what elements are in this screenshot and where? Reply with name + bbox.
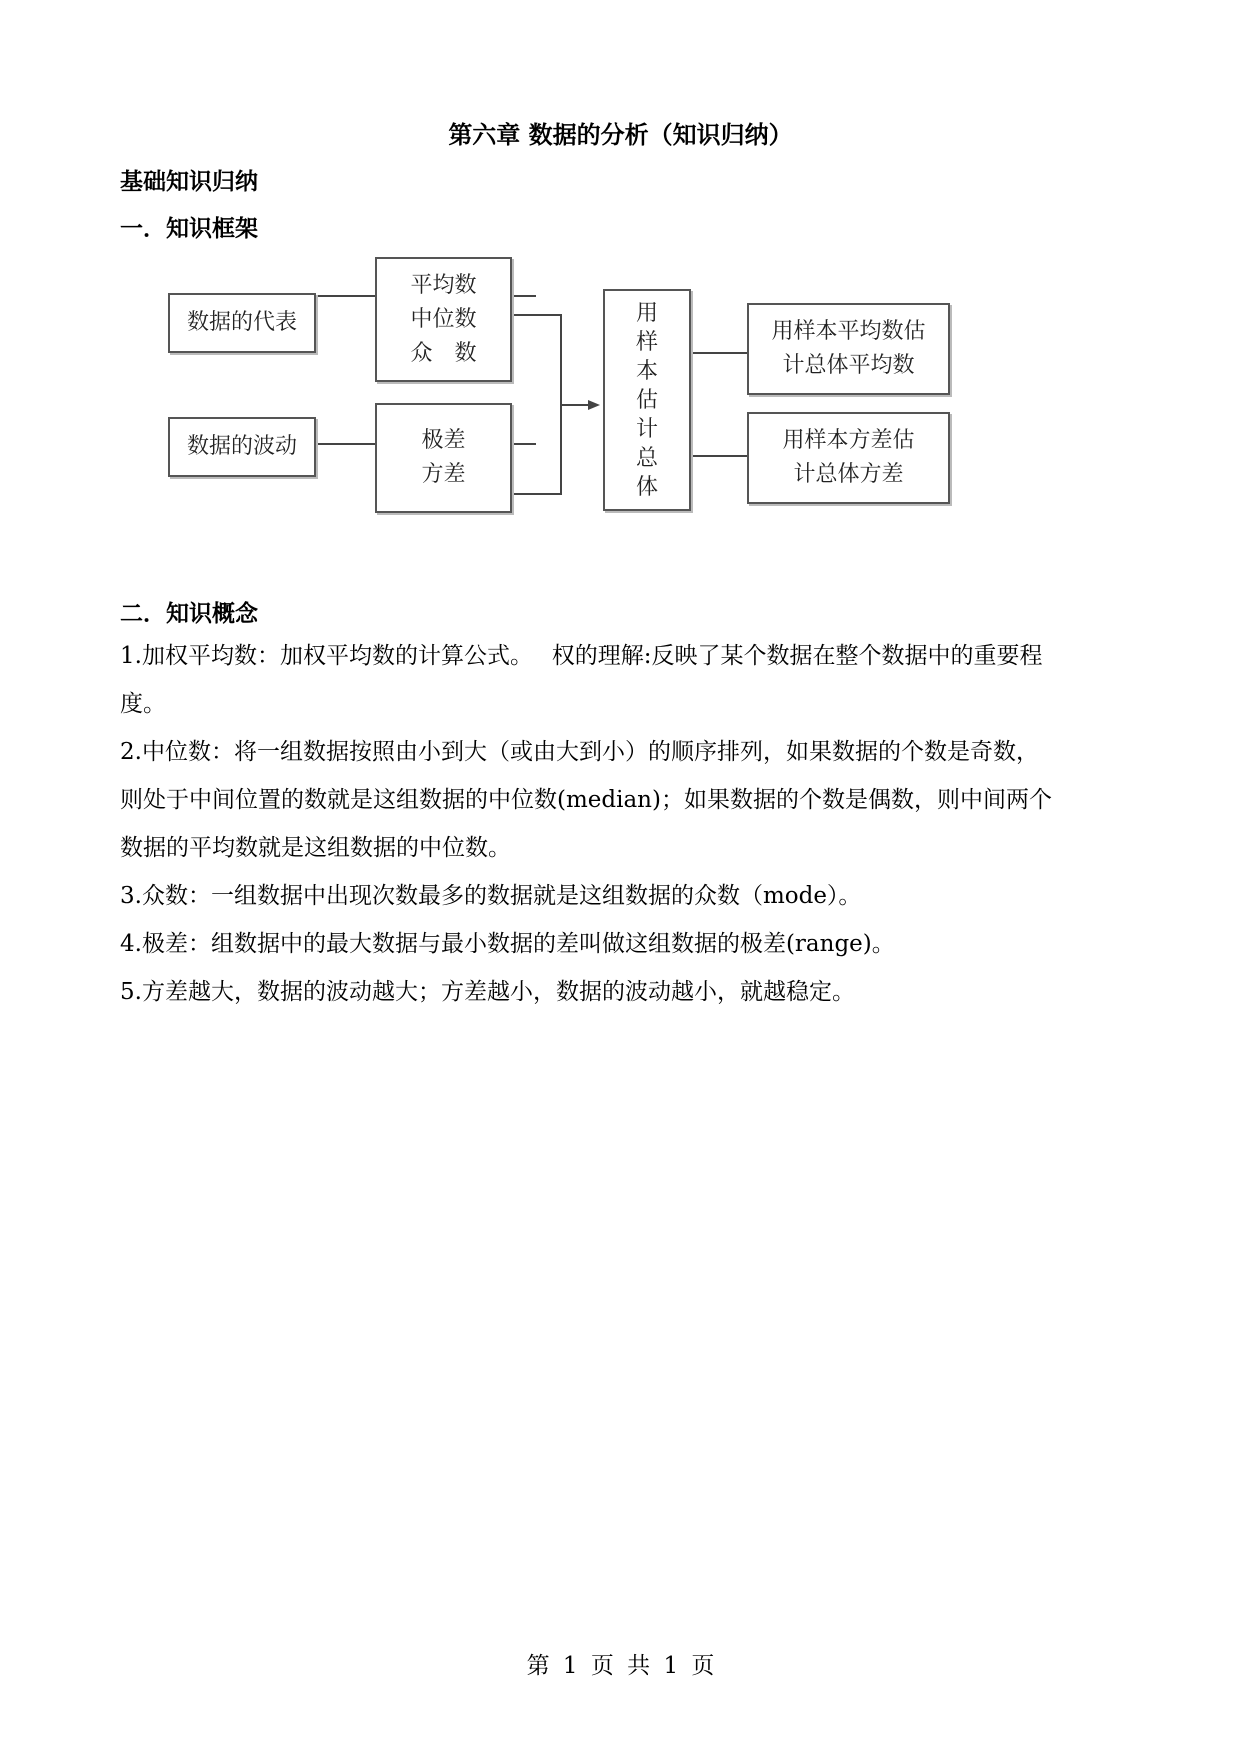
- page-title: 第六章 数据的分析（知识归纳）: [448, 121, 793, 149]
- box-label: 数据的代表: [186, 310, 297, 335]
- connector-line: [560, 404, 590, 406]
- box-sample-estimate-population: [603, 289, 691, 511]
- concept-mode: 3.众数：一组数据中出现次数最多的数据就是这组数据的众数（mode）。: [120, 883, 862, 909]
- box-label: 总: [635, 445, 658, 471]
- box-label: 体: [635, 474, 658, 500]
- box-spread-measures: [375, 403, 512, 513]
- arrow-head-icon: [588, 400, 600, 410]
- concept-weighted-mean-line-1: 1.加权平均数：加权平均数的计算公式。 权的理解:反映了某个数据在整个数据中的重要程: [120, 643, 1043, 669]
- box-label: 估: [635, 387, 658, 413]
- section-heading-basic: 基础知识归纳: [120, 169, 258, 195]
- concept-median-line-1: 2.中位数：将一组数据按照由小到大（或由大到小）的顺序排列，如果数据的个数是奇数，: [120, 739, 1039, 765]
- box-label: 用样本方差估: [782, 428, 915, 453]
- box-label: 计总体方差: [793, 462, 904, 487]
- box-label: 用: [635, 300, 658, 326]
- box-label: 计: [635, 416, 658, 442]
- box-label: 平均数: [410, 272, 477, 298]
- section-heading-concepts: 二．知识概念: [120, 601, 258, 627]
- box-data-fluctuation: [168, 417, 316, 477]
- concept-range: 4.极差：组数据中的最大数据与最小数据的差叫做这组数据的极差(range)。: [120, 931, 895, 957]
- box-label: 方差: [421, 462, 466, 487]
- concept-median-line-2: 则处于中间位置的数就是这组数据的中位数(median)；如果数据的个数是偶数，则中间两个: [120, 787, 1052, 813]
- box-label: 极差: [421, 428, 466, 453]
- box-label: 计总体平均数: [782, 353, 915, 378]
- concept-variance: 5.方差越大，数据的波动越大；方差越小，数据的波动越小，就越稳定。: [120, 979, 855, 1005]
- box-label: 本: [635, 358, 658, 384]
- box-central-measures: [375, 257, 512, 382]
- box-label: 众 数: [410, 340, 477, 366]
- knowledge-framework-diagram: [160, 265, 960, 545]
- box-label: 样: [635, 329, 658, 355]
- box-label: 用样本平均数估: [771, 319, 926, 344]
- box-label: 中位数: [410, 306, 477, 332]
- concept-weighted-mean-line-2: 度。: [120, 691, 166, 717]
- concept-median-line-3: 数据的平均数就是这组数据的中位数。: [120, 835, 511, 861]
- box-variance-estimate: [747, 412, 950, 504]
- box-label: 数据的波动: [186, 434, 297, 459]
- box-data-representative: [168, 293, 316, 353]
- box-mean-estimate: [747, 303, 950, 395]
- page-footer: 第 1 页 共 1 页: [526, 1653, 715, 1679]
- section-heading-framework: 一．知识框架: [120, 216, 258, 242]
